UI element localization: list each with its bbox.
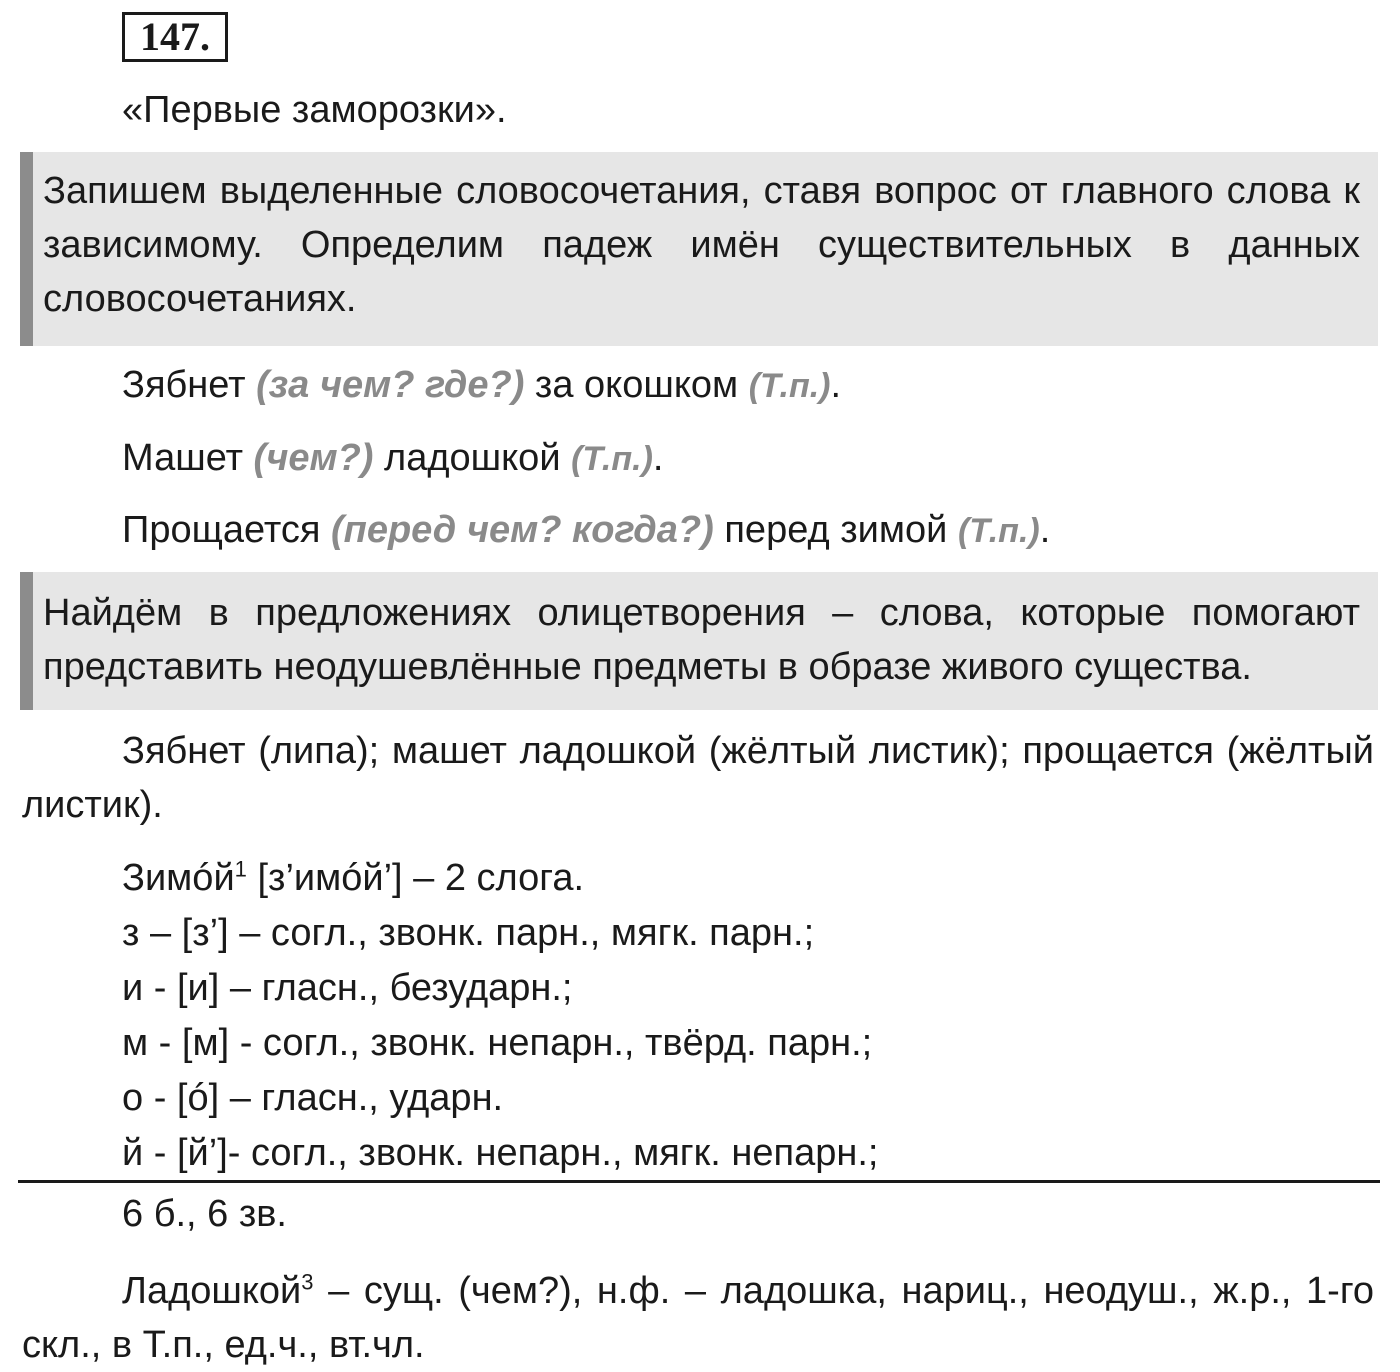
phrase-noun: перед зимой [724, 509, 948, 551]
phrase-question: (перед чем? когда?) [330, 509, 714, 551]
phrase-verb: Зябнет [122, 364, 246, 406]
phrase-row [122, 508, 1050, 553]
phrase-end: . [830, 364, 842, 406]
morph-word: Ладошкой [122, 1270, 302, 1312]
phrase-case: (Т.п.) [748, 367, 831, 405]
phonetic-transcription: [з’имóй’] – 2 слога. [246, 857, 585, 899]
phrase-end: . [1039, 509, 1051, 551]
phonetic-sup: 1 [234, 856, 247, 882]
phonetic-line: м - [м] - согл., звонк. непарн., твёрд. парн.; [122, 1022, 873, 1064]
phonetic-line: и - [и] – гласн., безударн.; [122, 967, 573, 1009]
task-text-1: Запишем выделенные словосочетания, ставя вопрос от главного слова к зависимому. Определим падеж имён существительных в данных словосочетаниях. [43, 170, 1360, 320]
morph-analysis: – сущ. (чем?), н.ф. – ладошка, нариц., неодуш., ж.р., 1-го скл., в Т.п., ед.ч., вт.чл. [22, 1270, 1374, 1366]
phrase-row [122, 363, 841, 408]
phrase-end: . [652, 437, 664, 479]
phrase-row [122, 436, 663, 481]
phonetic-heading [122, 856, 584, 900]
personification-line: Зябнет (липа); машет ладошкой (жёлтый листик); прощается (жёлтый листик). [22, 730, 1374, 826]
phrase-question: (за чем? где?) [256, 364, 525, 406]
exercise-number: 147. [122, 12, 228, 62]
phrase-noun: ладошкой [384, 437, 561, 479]
morph-text [22, 1264, 1374, 1372]
phonetic-word: Зимóй [122, 857, 235, 899]
phrase-verb: Прощается [122, 509, 321, 551]
phonetic-line: о - [ó] – гласн., ударн. [122, 1077, 504, 1119]
task-text-2: Найдём в предложениях олицетворения – слова, которые помогают представить неодушевлённые предметы в образе живого существа. [43, 592, 1360, 688]
phonetic-total: 6 б., 6 зв. [122, 1193, 287, 1235]
phrase-question: (чем?) [253, 437, 374, 479]
poem-title: «Первые заморозки». [122, 89, 507, 131]
phrase-noun: за окошком [534, 364, 739, 406]
morph-sup: 3 [301, 1269, 314, 1295]
phrase-case: (Т.п.) [957, 512, 1040, 550]
phonetic-line: з – [з’] – согл., звонк. парн., мягк. парн.; [122, 912, 815, 954]
divider-line [18, 1180, 1380, 1183]
task-panel-1 [20, 152, 1378, 346]
phrase-verb: Машет [122, 437, 243, 479]
personification-text [22, 724, 1374, 832]
task-panel-2 [20, 572, 1378, 710]
phrase-case: (Т.п.) [571, 440, 653, 478]
phonetic-line: й - [й’]- согл., звонк. непарн., мягк. непарн.; [122, 1132, 879, 1174]
